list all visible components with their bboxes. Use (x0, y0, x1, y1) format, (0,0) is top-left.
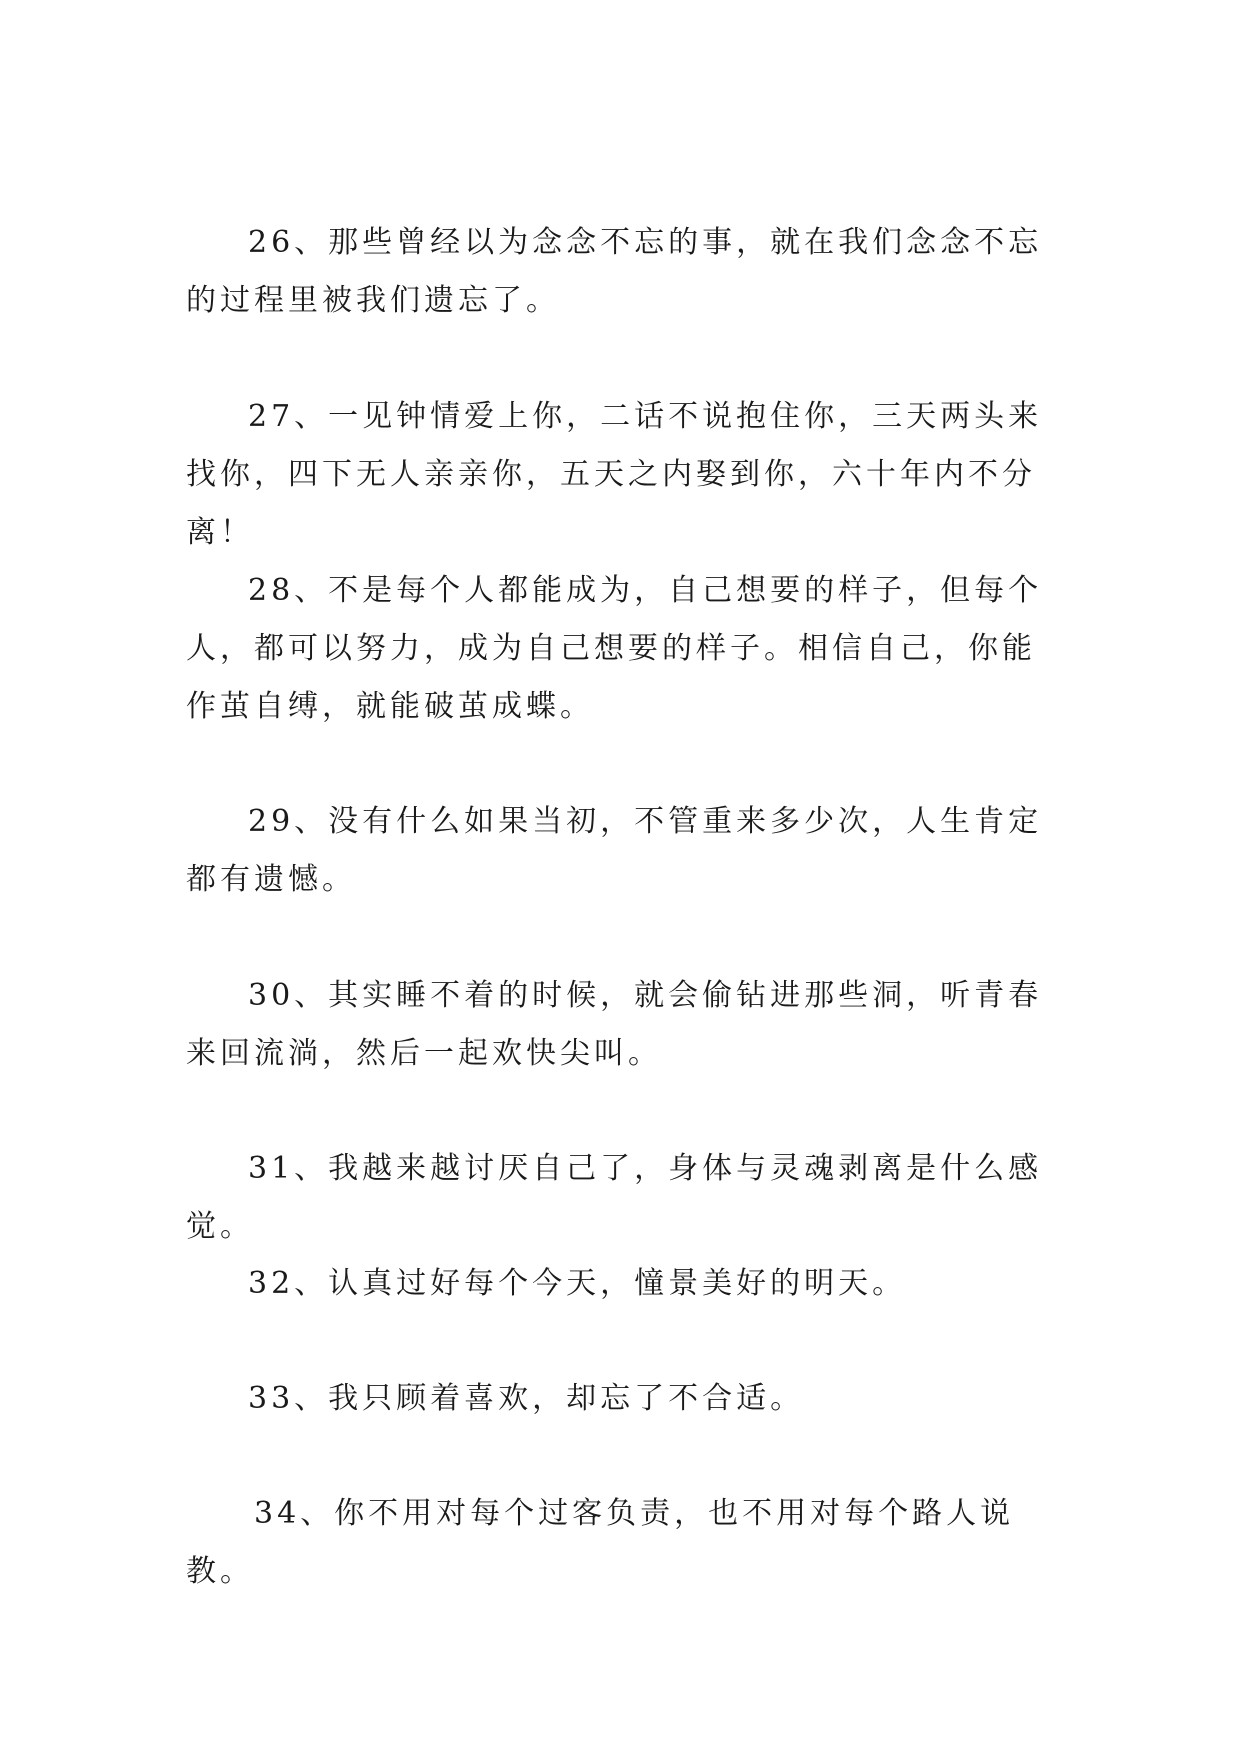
paragraph-28: 28、不是每个人都能成为，自己想要的样子，但每个人，都可以努力，成为自己想要的样子。相信自己，你能作茧自缚，就能破茧成蝶。 (186, 573, 1043, 724)
paragraph-33: 33、我只顾着喜欢，却忘了不合适。 (248, 1381, 805, 1416)
paragraph-31: 31、我越来越讨厌自己了，身体与灵魂剥离是什么感觉。 (186, 1151, 1043, 1244)
paragraph-26: 26、那些曾经以为念念不忘的事，就在我们念念不忘的过程里被我们遗忘了。 (186, 225, 1043, 318)
paragraph-29: 29、没有什么如果当初，不管重来多少次，人生肯定都有遗憾。 (186, 804, 1043, 897)
paragraph-32: 32、认真过好每个今天，憧景美好的明天。 (248, 1266, 907, 1301)
paragraph-34: 34、你不用对每个过客负责，也不用对每个路人说教。 (186, 1496, 1015, 1589)
paragraph-30: 30、其实睡不着的时候，就会偷钻进那些洞，听青春来回流淌，然后一起欢快尖叫。 (186, 978, 1043, 1071)
paragraph-27: 27、一见钟情爱上你，二话不说抱住你，三天两头来找你，四下无人亲亲你，五天之内娶到你，六十年内不分离！ (186, 399, 1043, 550)
